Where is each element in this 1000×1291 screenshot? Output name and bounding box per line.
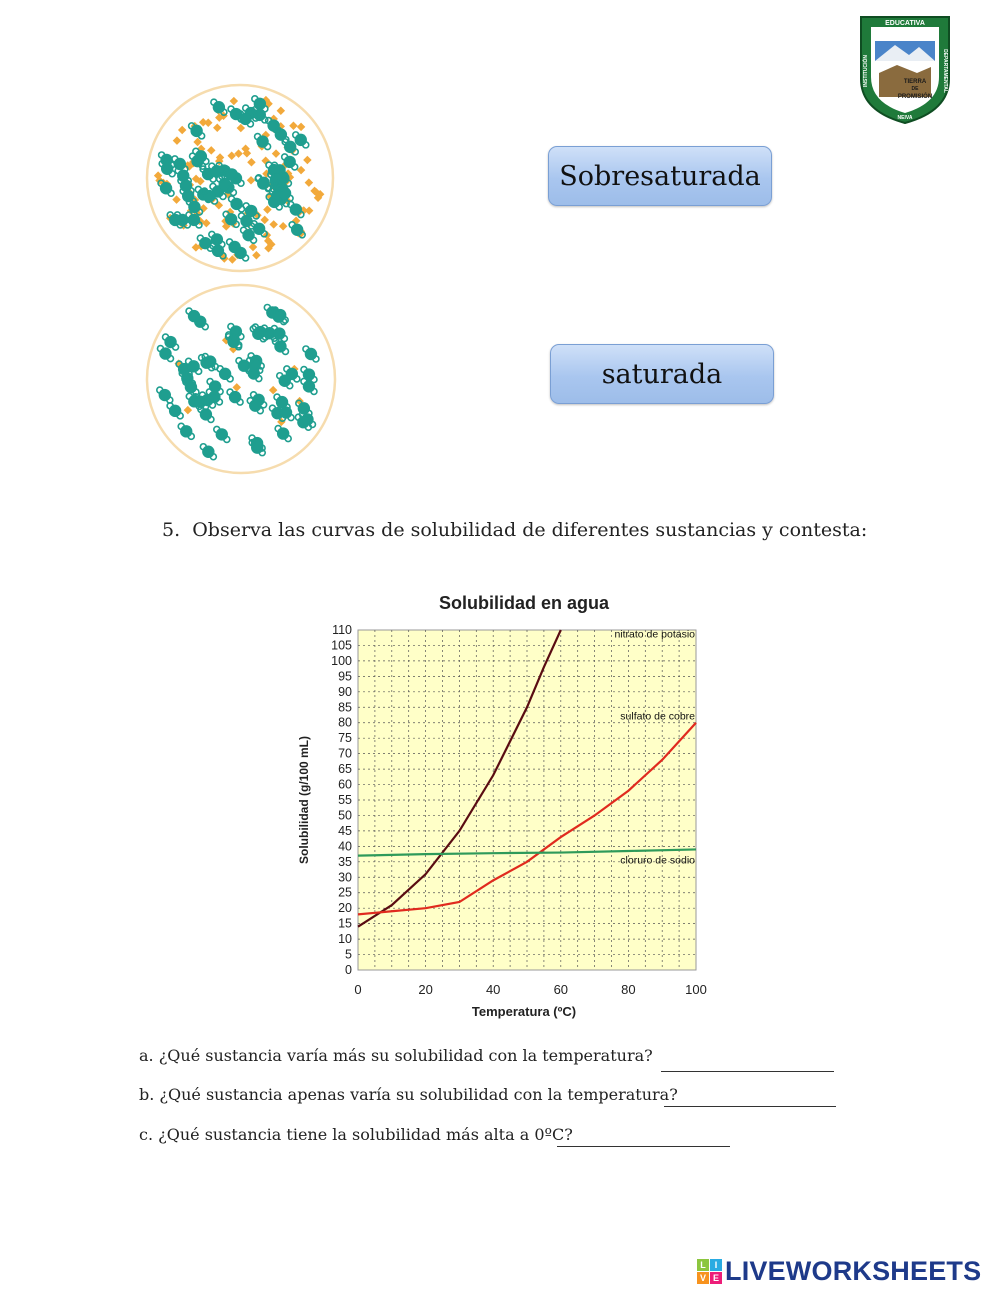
x-tick-label: 80 (621, 982, 636, 997)
chart-title: Solubilidad en agua (438, 593, 610, 613)
y-tick-label: 40 (338, 839, 352, 854)
x-tick-label: 40 (485, 982, 501, 997)
y-tick-label: 60 (338, 777, 352, 792)
crest-motto-2: DE (911, 86, 919, 92)
x-tick-label: 100 (685, 982, 707, 997)
y-tick-label: 25 (338, 885, 352, 900)
series-label-nitrato-de-potasio: nitrato de potasio (614, 628, 695, 641)
answer-input-a[interactable] (661, 1051, 834, 1072)
label-box-sobresaturada[interactable]: Sobresaturada (548, 146, 772, 206)
series-label-sulfato-de-cobre: sulfato de cobre (620, 710, 695, 723)
y-tick-label: 90 (338, 684, 352, 699)
y-tick-label: 15 (338, 916, 352, 931)
crest-top-text: EDUCATIVA (885, 20, 925, 27)
y-tick-label: 20 (338, 901, 352, 916)
answer-input-c[interactable] (557, 1126, 730, 1147)
y-tick-label: 5 (345, 947, 352, 962)
y-tick-label: 35 (338, 854, 352, 869)
y-tick-label: 75 (338, 731, 352, 746)
y-tick-label: 0 (345, 963, 352, 977)
y-tick-label: 65 (338, 762, 352, 777)
y-tick-label: 100 (331, 653, 352, 668)
y-tick-label: 30 (338, 870, 352, 885)
x-tick-label: 0 (354, 982, 362, 997)
y-tick-label: 110 (332, 623, 352, 637)
crest-motto-3: PROMISIÓN (897, 94, 933, 100)
crest-motto-1: TIERRA (903, 79, 927, 85)
chart-ylabel: Solubilidad (g/100 mL) (297, 735, 311, 865)
school-crest-logo (857, 13, 953, 127)
answer-input-b[interactable] (664, 1086, 836, 1107)
chart-xlabel: Temperatura (ºC) (471, 1004, 577, 1019)
crest-bottom-text: NEIVA (897, 115, 913, 121)
solubility-chart (280, 580, 720, 1025)
y-tick-label: 95 (338, 669, 352, 684)
crest-right-text: DEPARTAMENTAL (942, 49, 948, 93)
liveworksheets-text: LIVEWORKSHEETS (725, 1256, 982, 1286)
label-box-saturada[interactable]: saturada (550, 344, 774, 404)
x-tick-label: 60 (553, 982, 569, 997)
y-tick-label: 50 (338, 808, 352, 823)
question-a: a. ¿Qué sustancia varía más su solubilidad con la temperatura? (139, 1046, 653, 1065)
series-label-cloruro-de-sodio: cloruro de sodio (620, 854, 695, 867)
section-text: Observa las curvas de solubilidad de diferentes sustancias y contesta: (192, 519, 868, 541)
saturated-solution-diagram (145, 283, 337, 475)
section-number: 5. (162, 519, 181, 541)
crest-left-text: INSTITUCIÓN (863, 55, 869, 87)
section-heading (162, 519, 867, 541)
y-tick-label: 70 (338, 746, 352, 761)
y-tick-label: 85 (338, 700, 352, 715)
question-b: b. ¿Qué sustancia apenas varía su solubilidad con la temperatura? (139, 1085, 678, 1104)
question-c: c. ¿Qué sustancia tiene la solubilidad más alta a 0ºC? (139, 1125, 573, 1144)
liveworksheets-brand (697, 1256, 981, 1287)
y-tick-label: 80 (338, 715, 352, 730)
y-tick-label: 45 (338, 823, 352, 838)
y-tick-label: 10 (338, 932, 352, 947)
supersaturated-solution-diagram (145, 83, 335, 273)
liveworksheets-logo-icon: L I V E (697, 1259, 722, 1284)
x-tick-label: 20 (418, 982, 433, 997)
y-tick-label: 55 (338, 793, 352, 807)
y-tick-label: 105 (331, 638, 352, 653)
